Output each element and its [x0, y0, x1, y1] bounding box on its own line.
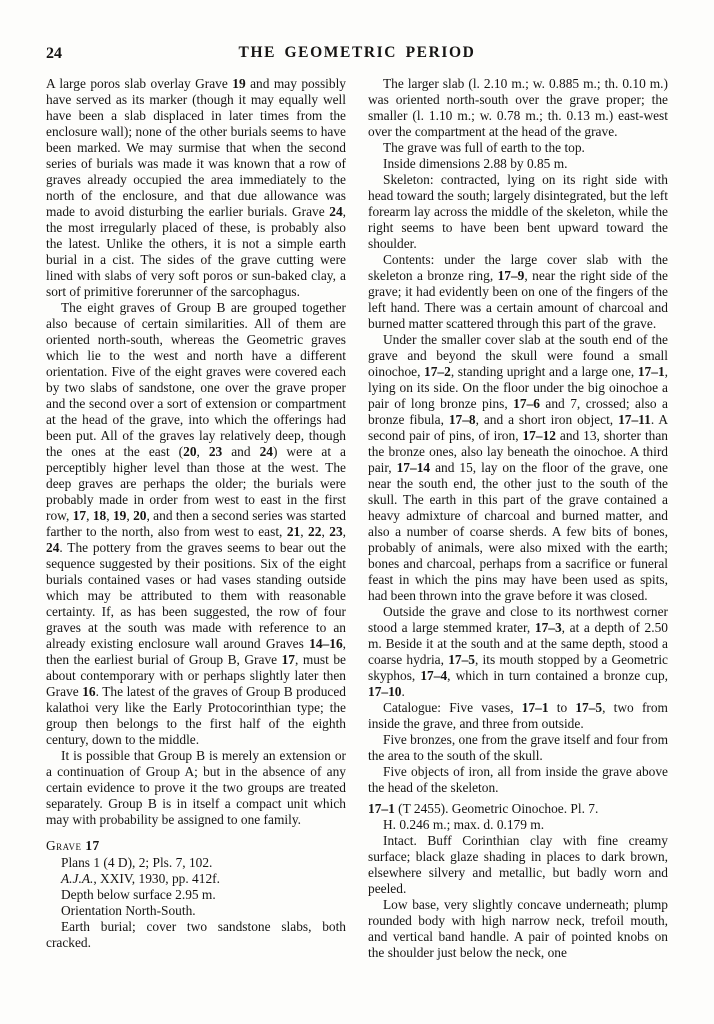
left-column	[46, 76, 346, 961]
paragraph: It is possible that Group B is merely an extension or a continuation of Group A; but in the absence of any certain evidence to prove it the two groups are treated separately. Group B is in itself a compact unit which may with probability be assigned to one family.	[46, 748, 346, 827]
paragraph: Five objects of iron, all from inside the grave above the head of the skeleton.	[368, 764, 668, 795]
section-heading: Grave 17	[46, 838, 100, 853]
paragraph: Depth below surface 2.95 m.	[61, 887, 216, 902]
page-number: 24	[46, 45, 62, 62]
paragraph: Plans 1 (4 D), 2; Pls. 7, 102.	[61, 855, 213, 870]
paragraph: Low base, very slightly concave underneath; plump rounded body with high narrow neck, trefoil mouth, and vertical band handle. A pair of pointed knobs on the shoulder just below the neck, one	[368, 897, 668, 960]
right-column	[368, 76, 668, 961]
entry-heading: 17–1 (T 2455). Geometric Oinochoe. Pl. 7.	[368, 801, 599, 816]
paragraph: Contents: under the large cover slab with the skeleton a bronze ring, 17–9, near the right side of the grave; it had evidently been on one of the fingers of the left hand. There was a certain amount of charcoal and burned matter scattered through this part of the grave.	[368, 252, 668, 331]
paragraph: A large poros slab overlay Grave 19 and may possibly have served as its marker (though it may equally well have been a slab displaced in later times from the enclosure wall); none of the other burials seems to have been marked. We may surmise that when the second series of burials was made it was known that a row of graves already occupied the area immediately to the north of the enclosure, and that due allowance was made to avoid disturbing the earlier burials. Grave 24, the most irregularly placed of these, is probably also the latest. Unlike the others, it is not a simple earth burial in a cist. The sides of the grave cutting were lined with slabs of very soft poros or sun-baked clay, a sort of primitive forerunner of the sarcophagus.	[46, 76, 346, 299]
paragraph: Outside the grave and close to its northwest corner stood a large stemmed krater, 17–3, at a depth of 2.50 m. Beside it at the south and at the same depth, stood a coarse hydria, 17–5, its mouth stopped by a Geometric skyphos, 17–4, which in turn contained a bronze cup, 17–10.	[368, 604, 668, 699]
paragraph: Orientation North-South.	[61, 903, 196, 918]
paragraph: Intact. Buff Corinthian clay with fine creamy surface; black glaze shading in places to dark brown, elsewhere silvery and metallic, but badly worn and peeled.	[368, 833, 668, 896]
paragraph: Five bronzes, one from the grave itself and four from the area to the south of the skull.	[368, 732, 668, 763]
text-body	[46, 76, 668, 961]
paragraph: The larger slab (l. 2.10 m.; w. 0.885 m.; th. 0.10 m.) was oriented north-south over the grave proper; the smaller (l. 1.10 m.; w. 0.78 m.; th. 0.13 m.) east-west over the compartment at the head of the grave.	[368, 76, 668, 139]
paragraph: The grave was full of earth to the top.	[383, 140, 585, 155]
paragraph: Inside dimensions 2.88 by 0.85 m.	[383, 156, 568, 171]
paragraph: H. 0.246 m.; max. d. 0.179 m.	[383, 817, 545, 832]
paragraph: Under the smaller cover slab at the south end of the grave and beyond the skull were found a small oinochoe, 17–2, standing upright and a large one, 17–1, lying on its side. On the floor under the big oinochoe a pair of long bronze pins, 17–6 and 7, crossed; also a bronze fibula, 17–8, and a short iron object, 17–11. A second pair of pins, of iron, 17–12 and 13, shorter than the bronze ones, also lay beneath the oinochoe. A third pair, 17–14 and 15, lay on the floor of the grave, one near the south end, the other just to the south of the skull. The earth in this part of the grave contained a heavy admixture of charcoal and burned matter, and also a number of coarse sherds. A few bits of bones, probably of animals, were also mixed with the earth; bones and charcoal, perhaps from a sacrifice or funeral feast in which the pins may have been used as spits, had been thrown into the grave before it was closed.	[368, 332, 669, 603]
paragraph: Catalogue: Five vases, 17–1 to 17–5, two from inside the grave, and three from outside.	[368, 700, 668, 731]
paragraph: Skeleton: contracted, lying on its right side with head toward the south; largely disintegrated, but the left forearm lay across the middle of the skeleton, while the right seems to have been bent upward toward the shoulder.	[368, 172, 668, 251]
paragraph: The eight graves of Group B are grouped together also because of certain similarities. All of them are oriented north-south, whereas the Geometric graves which lie to the west and north have a different orientation. Five of the eight graves were covered each by two slabs of sandstone, one over the grave proper and the second over a sort of extension or compartment at the head of the grave, into which the offerings had been put. All of the graves lay relatively deep, though the ones at the east (20, 23 and 24) were at a perceptibly higher level than those at the west. The deep graves are perhaps the older; the burials were probably made in order from west to east in the first row, 17, 18, 19, 20, and then a second series was started farther to the north, also from west to east, 21, 22, 23, 24. The pottery from the graves seems to bear out the sequence suggested by their positions. Six of the eight burials contained vases or had vases standing outside which may be attributed to them with reasonable certainty. If, as has been suggested, the row of four graves at the south was made with reference to an already existing enclosure wall around Graves 14–16, then the earliest burial of Group B, Grave 17, must be about contemporary with or perhaps slightly later then Grave 16. The latest of the graves of Group B produced kalathoi very like the Early Protocorinthian type; the group then belongs to the first half of the eighth century, down to the middle.	[46, 300, 346, 747]
paragraph: Earth burial; cover two sandstone slabs, both cracked.	[46, 919, 346, 950]
running-header	[46, 44, 668, 66]
paragraph: A.J.A., XXIV, 1930, pp. 412f.	[61, 871, 220, 886]
running-title: THE GEOMETRIC PERIOD	[238, 44, 476, 61]
